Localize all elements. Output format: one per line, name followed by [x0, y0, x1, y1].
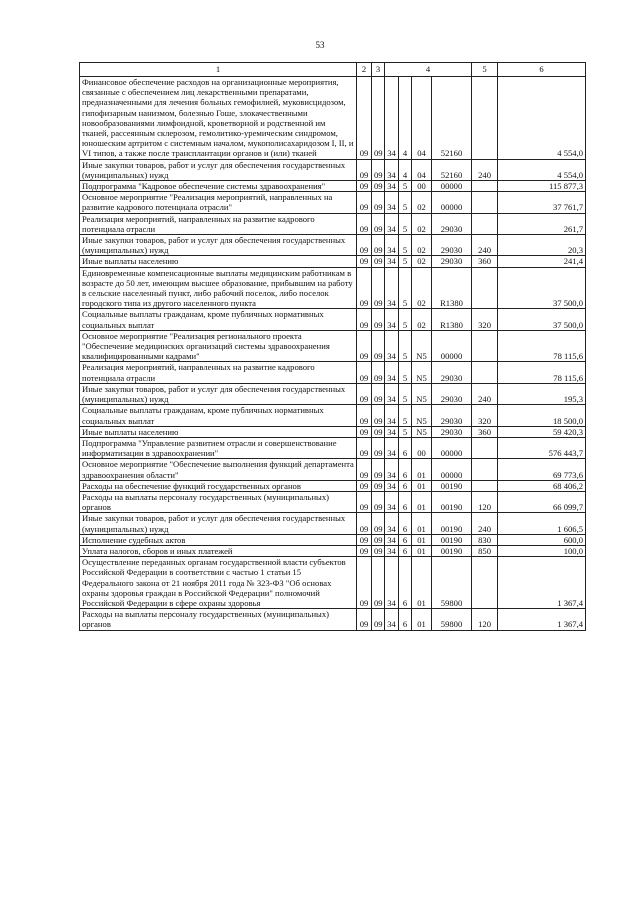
row-code-cell: 02 [412, 256, 432, 267]
row-amount-cell: 1 367,4 [498, 557, 586, 609]
budget-table [79, 62, 586, 631]
row-code-cell [472, 330, 498, 362]
row-code-cell [472, 480, 498, 491]
row-code-cell: 00000 [432, 330, 472, 362]
row-amount-cell: 576 443,7 [498, 437, 586, 458]
row-code-cell: 09 [372, 362, 385, 383]
row-code-cell: 29030 [432, 213, 472, 234]
row-code-cell: 34 [385, 480, 399, 491]
table-row [80, 513, 586, 534]
row-code-cell: 09 [372, 557, 385, 609]
row-code-cell: 120 [472, 609, 498, 630]
row-code-cell: 360 [472, 256, 498, 267]
row-code-cell: 01 [412, 557, 432, 609]
row-code-cell: 4 [399, 159, 412, 180]
row-code-cell: 5 [399, 426, 412, 437]
row-code-cell: 09 [372, 426, 385, 437]
row-code-cell: 09 [372, 534, 385, 545]
header-col-3: 3 [372, 63, 385, 77]
row-code-cell: 34 [385, 491, 399, 512]
row-code-cell: 5 [399, 256, 412, 267]
row-code-cell: N5 [412, 362, 432, 383]
row-code-cell: 5 [399, 235, 412, 256]
row-name-cell: Реализация мероприятий, направленных на развитие кадрового потенциала отрасли [80, 362, 357, 383]
row-code-cell: 09 [357, 267, 372, 309]
table-row [80, 192, 586, 213]
table-row [80, 426, 586, 437]
row-code-cell: 01 [412, 609, 432, 630]
row-code-cell: 34 [385, 362, 399, 383]
row-code-cell: 09 [372, 545, 385, 556]
row-amount-cell: 66 099,7 [498, 491, 586, 512]
table-row [80, 159, 586, 180]
row-code-cell: 59800 [432, 557, 472, 609]
row-code-cell: 09 [372, 309, 385, 330]
row-code-cell: 00 [412, 181, 432, 192]
row-code-cell: 00190 [432, 545, 472, 556]
row-code-cell: 29030 [432, 235, 472, 256]
row-amount-cell: 37 500,0 [498, 309, 586, 330]
row-amount-cell: 78 115,6 [498, 362, 586, 383]
row-code-cell [472, 192, 498, 213]
row-code-cell: 29030 [432, 362, 472, 383]
row-name-cell: Подпрограмма "Управление развитием отрасли и совершенствование информатизации в здравоохранении" [80, 437, 357, 458]
row-code-cell: 240 [472, 159, 498, 180]
row-code-cell: 6 [399, 513, 412, 534]
row-code-cell: 09 [372, 480, 385, 491]
row-code-cell [472, 437, 498, 458]
row-code-cell: 5 [399, 192, 412, 213]
table-row [80, 534, 586, 545]
row-code-cell: 34 [385, 192, 399, 213]
row-code-cell: 00 [412, 437, 432, 458]
row-amount-cell: 600,0 [498, 534, 586, 545]
table-row [80, 609, 586, 630]
header-col-2: 2 [357, 63, 372, 77]
row-code-cell: 09 [357, 426, 372, 437]
row-code-cell: 29030 [432, 426, 472, 437]
row-code-cell: 6 [399, 491, 412, 512]
row-amount-cell: 37 761,7 [498, 192, 586, 213]
row-name-cell: Основное мероприятие "Обеспечение выполнения функций департамента здравоохранения области" [80, 459, 357, 480]
table-row [80, 267, 586, 309]
table-row [80, 405, 586, 426]
row-code-cell: 09 [372, 256, 385, 267]
row-code-cell: 09 [357, 77, 372, 160]
row-name-cell: Единовременные компенсационные выплаты медицинским работникам в возрасте до 50 лет, имеющим высшее образование, прибывшим на работу в сельские населенный пункт, либо рабочий поселок, либо поселок городского типа из другого населенного пункта [80, 267, 357, 309]
row-code-cell: 09 [357, 437, 372, 458]
row-code-cell: 34 [385, 534, 399, 545]
row-code-cell: 34 [385, 181, 399, 192]
table-row [80, 181, 586, 192]
row-name-cell: Основное мероприятие "Реализация регионального проекта "Обеспечение медицинских организаций системы здравоохранения квалифицированными кадрами" [80, 330, 357, 362]
row-code-cell: 34 [385, 545, 399, 556]
row-name-cell: Исполнение судебных актов [80, 534, 357, 545]
row-code-cell: R1380 [432, 267, 472, 309]
row-code-cell: R1380 [432, 309, 472, 330]
row-amount-cell: 4 554,0 [498, 77, 586, 160]
row-name-cell: Иные выплаты населению [80, 256, 357, 267]
row-code-cell: 09 [372, 77, 385, 160]
row-code-cell: 01 [412, 534, 432, 545]
row-code-cell: 34 [385, 267, 399, 309]
row-code-cell: 120 [472, 491, 498, 512]
row-code-cell: 01 [412, 491, 432, 512]
table-row [80, 480, 586, 491]
row-code-cell [472, 213, 498, 234]
row-code-cell: 34 [385, 405, 399, 426]
row-name-cell: Уплата налогов, сборов и иных платежей [80, 545, 357, 556]
row-code-cell: 09 [357, 534, 372, 545]
row-code-cell: N5 [412, 405, 432, 426]
row-code-cell: 6 [399, 459, 412, 480]
row-code-cell: 09 [357, 330, 372, 362]
row-code-cell: 6 [399, 557, 412, 609]
row-code-cell: 00190 [432, 480, 472, 491]
table-row [80, 213, 586, 234]
row-amount-cell: 68 406,2 [498, 480, 586, 491]
row-amount-cell: 4 554,0 [498, 159, 586, 180]
row-code-cell: 04 [412, 77, 432, 160]
page-number: 53 [315, 40, 325, 50]
row-code-cell: 02 [412, 309, 432, 330]
row-code-cell: 02 [412, 192, 432, 213]
row-name-cell: Расходы на выплаты персоналу государственных (муниципальных) органов [80, 609, 357, 630]
row-amount-cell: 115 877,3 [498, 181, 586, 192]
row-amount-cell: 69 773,6 [498, 459, 586, 480]
row-name-cell: Иные закупки товаров, работ и услуг для обеспечения государственных (муниципальных) нужд [80, 383, 357, 404]
row-code-cell: 02 [412, 213, 432, 234]
row-code-cell: 09 [372, 513, 385, 534]
row-code-cell: 240 [472, 383, 498, 404]
row-code-cell: 09 [372, 235, 385, 256]
row-code-cell: 850 [472, 545, 498, 556]
row-code-cell: 09 [357, 256, 372, 267]
row-code-cell: 09 [372, 437, 385, 458]
row-code-cell: 09 [357, 159, 372, 180]
row-code-cell: 09 [357, 545, 372, 556]
row-code-cell: 5 [399, 383, 412, 404]
row-code-cell: 09 [357, 480, 372, 491]
row-code-cell: 09 [357, 491, 372, 512]
table-row [80, 437, 586, 458]
row-name-cell: Основное мероприятие "Реализация мероприятий, направленных на развитие кадрового потенциала отрасли" [80, 192, 357, 213]
row-name-cell: Реализация мероприятий, направленных на развитие кадрового потенциала отрасли [80, 213, 357, 234]
table-row [80, 545, 586, 556]
row-code-cell: 01 [412, 545, 432, 556]
row-code-cell: 09 [372, 491, 385, 512]
row-amount-cell: 100,0 [498, 545, 586, 556]
row-code-cell: 52160 [432, 77, 472, 160]
table-row [80, 77, 586, 160]
row-code-cell: 00000 [432, 459, 472, 480]
table-row [80, 256, 586, 267]
row-code-cell: 6 [399, 545, 412, 556]
row-code-cell: 5 [399, 309, 412, 330]
row-code-cell: 34 [385, 330, 399, 362]
row-code-cell: 04 [412, 159, 432, 180]
table-row [80, 309, 586, 330]
header-col-1: 1 [80, 63, 357, 77]
row-code-cell: 5 [399, 405, 412, 426]
row-code-cell: 320 [472, 309, 498, 330]
row-code-cell: 00000 [432, 437, 472, 458]
row-name-cell: Иные закупки товаров, работ и услуг для обеспечения государственных (муниципальных) нужд [80, 513, 357, 534]
row-code-cell: 5 [399, 181, 412, 192]
row-code-cell: 09 [357, 181, 372, 192]
row-name-cell: Иные закупки товаров, работ и услуг для обеспечения государственных (муниципальных) нужд [80, 235, 357, 256]
row-code-cell: 09 [372, 213, 385, 234]
table-row [80, 459, 586, 480]
row-name-cell: Иные выплаты населению [80, 426, 357, 437]
row-code-cell: 09 [357, 309, 372, 330]
header-col-5: 5 [472, 63, 498, 77]
row-amount-cell: 1 606,5 [498, 513, 586, 534]
row-amount-cell: 78 115,6 [498, 330, 586, 362]
row-code-cell: 09 [357, 235, 372, 256]
row-code-cell: 09 [372, 459, 385, 480]
table-row [80, 235, 586, 256]
row-code-cell [472, 459, 498, 480]
row-code-cell: N5 [412, 426, 432, 437]
row-code-cell: 09 [357, 609, 372, 630]
row-code-cell: 00000 [432, 181, 472, 192]
row-code-cell: 02 [412, 235, 432, 256]
row-code-cell: 00190 [432, 491, 472, 512]
row-code-cell: 34 [385, 459, 399, 480]
header-col-4: 4 [385, 63, 472, 77]
row-name-cell: Социальные выплаты гражданам, кроме публичных нормативных социальных выплат [80, 309, 357, 330]
row-code-cell: 6 [399, 437, 412, 458]
row-code-cell: 29030 [432, 405, 472, 426]
row-code-cell: 09 [357, 459, 372, 480]
row-code-cell [472, 557, 498, 609]
row-code-cell: 34 [385, 256, 399, 267]
row-code-cell: 09 [357, 513, 372, 534]
row-code-cell: 52160 [432, 159, 472, 180]
row-code-cell: 5 [399, 213, 412, 234]
row-code-cell [472, 267, 498, 309]
row-code-cell: 00000 [432, 192, 472, 213]
header-row [80, 63, 586, 77]
row-code-cell: 34 [385, 309, 399, 330]
row-code-cell: 34 [385, 609, 399, 630]
row-amount-cell: 261,7 [498, 213, 586, 234]
table-row [80, 362, 586, 383]
row-code-cell: 34 [385, 557, 399, 609]
row-code-cell: 09 [357, 383, 372, 404]
row-code-cell: 09 [357, 213, 372, 234]
row-code-cell: 29030 [432, 256, 472, 267]
row-code-cell: 01 [412, 513, 432, 534]
row-code-cell: 6 [399, 480, 412, 491]
row-amount-cell: 18 500,0 [498, 405, 586, 426]
row-name-cell: Социальные выплаты гражданам, кроме публичных нормативных социальных выплат [80, 405, 357, 426]
table-row [80, 383, 586, 404]
row-amount-cell: 195,3 [498, 383, 586, 404]
row-code-cell: 5 [399, 362, 412, 383]
row-code-cell: 59800 [432, 609, 472, 630]
row-code-cell: 09 [372, 192, 385, 213]
row-amount-cell: 59 420,3 [498, 426, 586, 437]
row-code-cell: 09 [372, 267, 385, 309]
row-code-cell: 09 [372, 405, 385, 426]
row-code-cell: 02 [412, 267, 432, 309]
row-code-cell: 09 [357, 405, 372, 426]
row-code-cell: 00190 [432, 513, 472, 534]
row-code-cell: 01 [412, 480, 432, 491]
table-row [80, 557, 586, 609]
row-amount-cell: 241,4 [498, 256, 586, 267]
row-code-cell [472, 362, 498, 383]
row-code-cell: 6 [399, 609, 412, 630]
row-code-cell: 34 [385, 235, 399, 256]
row-code-cell: 09 [357, 192, 372, 213]
row-code-cell: 5 [399, 330, 412, 362]
row-code-cell [472, 77, 498, 160]
row-name-cell: Осуществление переданных органам государственной власти субъектов Российской Федерации в соответствии с частью 1 статьи 15 Федерального закона от 21 ноября 2011 года № 323-ФЗ "Об основах охраны здоровья граждан в Российской Федерации" полномочий Российской Федерации в сфере охраны здоровья [80, 557, 357, 609]
row-code-cell: 34 [385, 213, 399, 234]
row-code-cell: 09 [372, 330, 385, 362]
row-code-cell: 09 [372, 159, 385, 180]
row-code-cell: N5 [412, 383, 432, 404]
row-code-cell: 360 [472, 426, 498, 437]
row-code-cell: 00190 [432, 534, 472, 545]
row-code-cell: 29030 [432, 383, 472, 404]
header-col-6: 6 [498, 63, 586, 77]
row-code-cell: 34 [385, 426, 399, 437]
row-amount-cell: 1 367,4 [498, 609, 586, 630]
row-code-cell: 34 [385, 159, 399, 180]
row-code-cell: 34 [385, 513, 399, 534]
row-code-cell [472, 181, 498, 192]
row-code-cell: 6 [399, 534, 412, 545]
row-name-cell: Иные закупки товаров, работ и услуг для обеспечения государственных (муниципальных) нужд [80, 159, 357, 180]
row-name-cell: Расходы на выплаты персоналу государственных (муниципальных) органов [80, 491, 357, 512]
row-code-cell: 09 [357, 557, 372, 609]
row-name-cell: Расходы на обеспечение функций государственных органов [80, 480, 357, 491]
row-code-cell: N5 [412, 330, 432, 362]
row-code-cell: 01 [412, 459, 432, 480]
row-code-cell: 34 [385, 383, 399, 404]
row-name-cell: Финансовое обеспечение расходов на организационные мероприятия, связанные с обеспечением лиц лекарственными препаратами, предназначенными для лечения больных гемофилией, муковисцидозом, гипофизарным нанизмом, болезнью Гоше, злокачественными новообразованиями лимфоидной, кроветворной и родственной им тканей, рассеянным склерозом, гемолитико-уремическим синдромом, юношеским артритом с системным началом, мукополисахаридозом I, II, и VI типов, а также после трансплантации органов и (или) тканей [80, 77, 357, 160]
row-name-cell: Подпрограмма "Кадровое обеспечение системы здравоохранения" [80, 181, 357, 192]
row-code-cell: 5 [399, 267, 412, 309]
table-body [80, 77, 586, 631]
row-code-cell: 09 [357, 362, 372, 383]
table-row [80, 491, 586, 512]
row-code-cell: 09 [372, 383, 385, 404]
row-code-cell: 34 [385, 437, 399, 458]
row-code-cell: 240 [472, 235, 498, 256]
row-code-cell: 34 [385, 77, 399, 160]
row-code-cell: 4 [399, 77, 412, 160]
row-code-cell: 320 [472, 405, 498, 426]
row-amount-cell: 37 500,0 [498, 267, 586, 309]
row-code-cell: 09 [372, 609, 385, 630]
row-code-cell: 830 [472, 534, 498, 545]
row-code-cell: 240 [472, 513, 498, 534]
row-code-cell: 09 [372, 181, 385, 192]
table-row [80, 330, 586, 362]
row-amount-cell: 20,3 [498, 235, 586, 256]
